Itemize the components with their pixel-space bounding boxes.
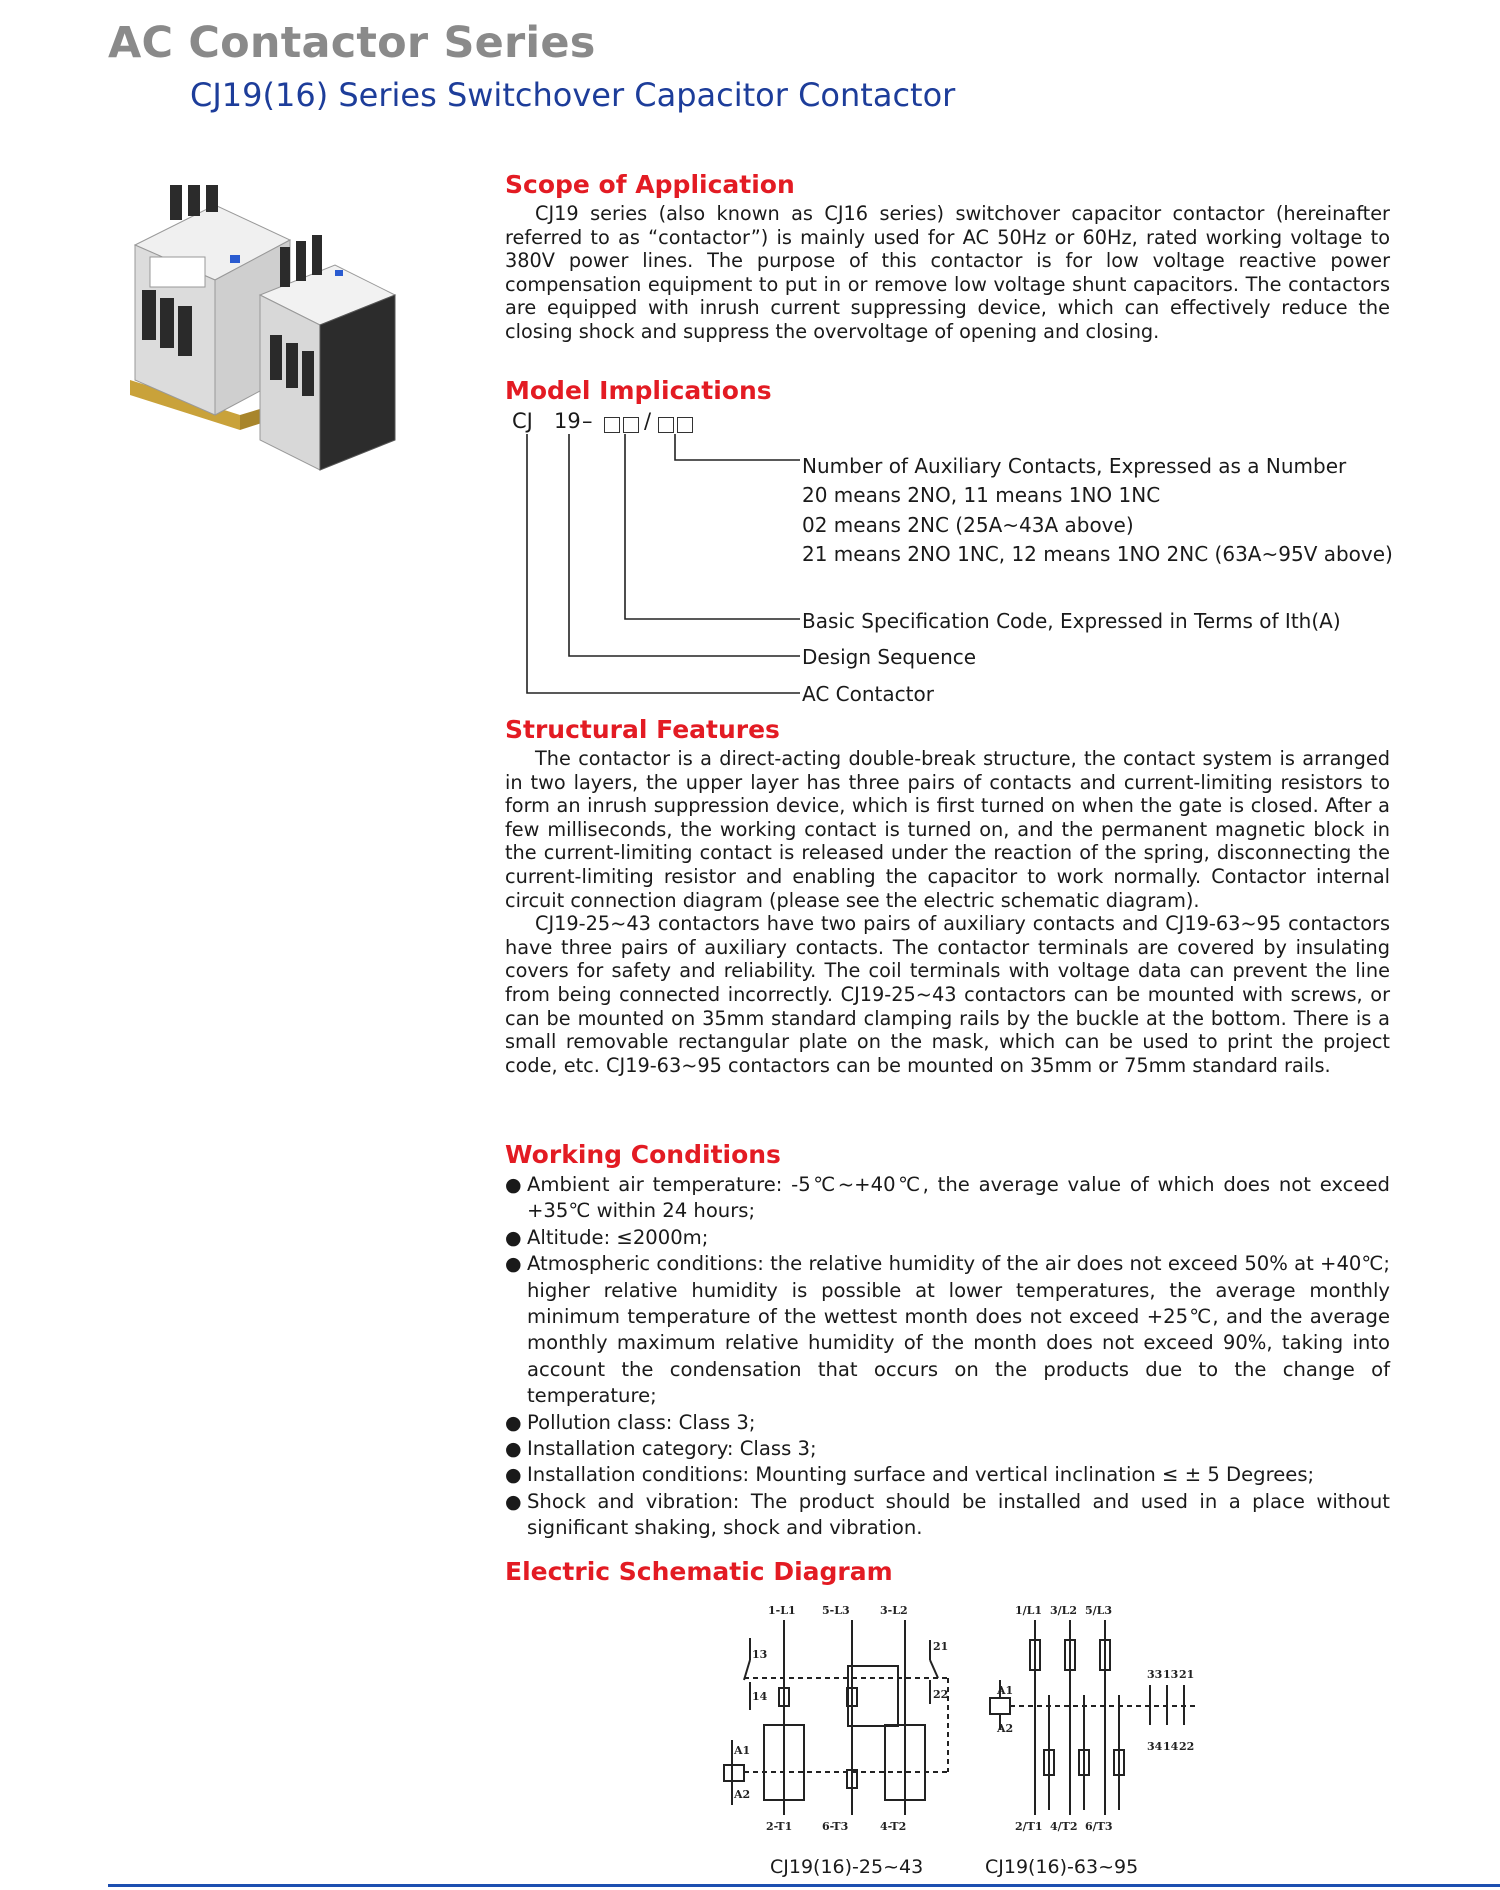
list-item: ● Altitude: ≤2000m; (505, 1225, 1390, 1251)
model-code-slash: / (644, 409, 652, 433)
label-6-t3: 6/T3 (1085, 1820, 1113, 1833)
label-33: 33 (1147, 1668, 1163, 1681)
structural-para-2: CJ19-25~43 contactors have two pairs of auxiliary contacts and CJ19-63~95 contactors have three pairs of auxiliary contacts. The contactor terminals are covered by insulating covers for safety and reliability. The coil terminals with voltage data can prevent the line from being connected incorrectly. CJ19-25~43 contactors can be mounted with screws, or can be mounted on 35mm standard clamping rails by the buckle at the bottom. There is a small removable rectangular plate on the mask, which can be used to print the project code, etc. CJ19-63~95 contactors can be mounted on 35mm or 75mm standard rails. (505, 912, 1390, 1077)
list-item: ● Pollution class: Class 3; (505, 1410, 1390, 1436)
bottom-rule (108, 1884, 1500, 1887)
working-list (505, 1172, 1390, 1542)
structural-heading: Structural Features (505, 715, 780, 744)
label-13: 13 (752, 1648, 768, 1661)
label-a2: A2 (734, 1788, 751, 1801)
working-section (505, 1138, 1390, 1542)
basic-spec-label: Basic Specification Code, Expressed in Terms of Ith(A) (802, 609, 1341, 633)
aux-contacts-line-4: 21 means 2NO 1NC, 12 means 1NO 2NC (63A~95V above) (802, 542, 1393, 566)
bullet-icon: ● (505, 1226, 522, 1249)
aux-contacts-line-3: 02 means 2NC (25A~43A above) (802, 513, 1134, 537)
label-3-l2: 3-L2 (880, 1604, 908, 1617)
bullet-icon: ● (505, 1438, 522, 1461)
label-21: 21 (933, 1640, 949, 1653)
label-13: 13 (1163, 1668, 1179, 1681)
label-2-t1: 2-T1 (766, 1820, 793, 1833)
product-title: CJ19(16) Series Switchover Capacitor Contactor (190, 76, 956, 114)
label-a1: A1 (997, 1684, 1014, 1697)
list-item: ● Atmospheric conditions: the relative humidity of the air does not exceed 50% at +40℃; higher relative humidity is possible at lower temperatures, the average monthly minimum temperature of the wettest month does not exceed +25℃, and the average monthly maximum relative humidity of the month does not exceed 90%, taking into account the condensation that occurs on the products due to the change of temperature; (505, 1252, 1390, 1408)
scope-text: CJ19 series (also known as CJ16 series) switchover capacitor contactor (hereinafter referred to as “contactor”) is mainly used for AC 50Hz or 60Hz, rated working voltage to 380V power lines. The purpose of this contactor is for low voltage reactive power compensation equipment to put in or remove low voltage shunt capacitors. The contactors are equipped with inrush current suppressing device, which can effectively reduce the closing shock and suppress the overvoltage of opening and closing. (505, 202, 1390, 343)
schematic-25-43 (720, 1600, 970, 1840)
label-22: 22 (933, 1688, 949, 1701)
bullet-icon: ● (505, 1490, 522, 1513)
label-14: 14 (1163, 1740, 1179, 1753)
label-5-l3: 5-L3 (822, 1604, 850, 1617)
label-1-l1: 1-L1 (768, 1604, 796, 1617)
model-heading: Model Implications (505, 376, 772, 405)
scope-heading: Scope of Application (505, 170, 795, 199)
bullet-icon: ● (505, 1174, 522, 1196)
label-1-l1: 1/L1 (1015, 1604, 1043, 1617)
series-title: AC Contactor Series (108, 18, 596, 68)
design-sequence-label: Design Sequence (802, 645, 977, 669)
model-code-dash: – (582, 409, 593, 433)
structural-para-1: The contactor is a direct-acting double-break structure, the contact system is arranged in two layers, the upper layer has three pairs of contacts and current-limiting resistors to form an inrush suppression device, which is first turned on when the gate is closed. After a few milliseconds, the working contact is turned on, and the permanent magnetic block in the current-limiting contact is released under the reaction of the spring, disconnecting the current-limiting resistor and enabling the capacitor to work normally. Contactor internal circuit connection diagram (please see the electric schematic diagram). (505, 747, 1390, 912)
structural-section (505, 713, 1390, 1077)
caption-25-43: CJ19(16)-25~43 (770, 1856, 924, 1878)
label-5-l3: 5/L3 (1085, 1604, 1113, 1617)
label-4-t2: 4/T2 (1050, 1820, 1078, 1833)
model-code-cj: CJ (512, 409, 533, 433)
ac-contactor-label: AC Contactor (802, 682, 934, 706)
schematic-section (505, 1555, 1390, 1589)
schematic-63-95 (985, 1600, 1215, 1840)
label-6-t3: 6-T3 (822, 1820, 849, 1833)
schematic-heading: Electric Schematic Diagram (505, 1557, 893, 1586)
bullet-icon: ● (505, 1411, 522, 1434)
label-34: 34 (1147, 1740, 1163, 1753)
label-4-t2: 4-T2 (880, 1820, 907, 1833)
label-a1: A1 (734, 1744, 751, 1757)
caption-63-95: CJ19(16)-63~95 (985, 1856, 1139, 1878)
bullet-icon: ● (505, 1464, 522, 1487)
list-item: ● Shock and vibration: The product should be installed and used in a place without significant shaking, shock and vibration. (505, 1489, 1390, 1540)
label-3-l2: 3/L2 (1050, 1604, 1078, 1617)
bullet-icon: ● (505, 1253, 522, 1276)
list-item: ● Installation category: Class 3; (505, 1436, 1390, 1462)
label-2-t1: 2/T1 (1015, 1820, 1043, 1833)
label-14: 14 (752, 1690, 768, 1703)
working-heading: Working Conditions (505, 1140, 781, 1169)
label-22: 22 (1179, 1740, 1195, 1753)
list-item: ● Ambient air temperature: -5℃~+40℃, the average value of which does not exceed +35℃ within 24 hours; (505, 1173, 1390, 1223)
model-code-19: 19 (554, 409, 581, 433)
label-21: 21 (1179, 1668, 1195, 1681)
aux-contacts-line-1: Number of Auxiliary Contacts, Expressed as a Number (802, 454, 1347, 478)
label-a2: A2 (997, 1722, 1014, 1735)
aux-contacts-line-2: 20 means 2NO, 11 means 1NO 1NC (802, 483, 1161, 507)
list-item: ● Installation conditions: Mounting surface and vertical inclination ≤ ± 5 Degrees; (505, 1462, 1390, 1488)
